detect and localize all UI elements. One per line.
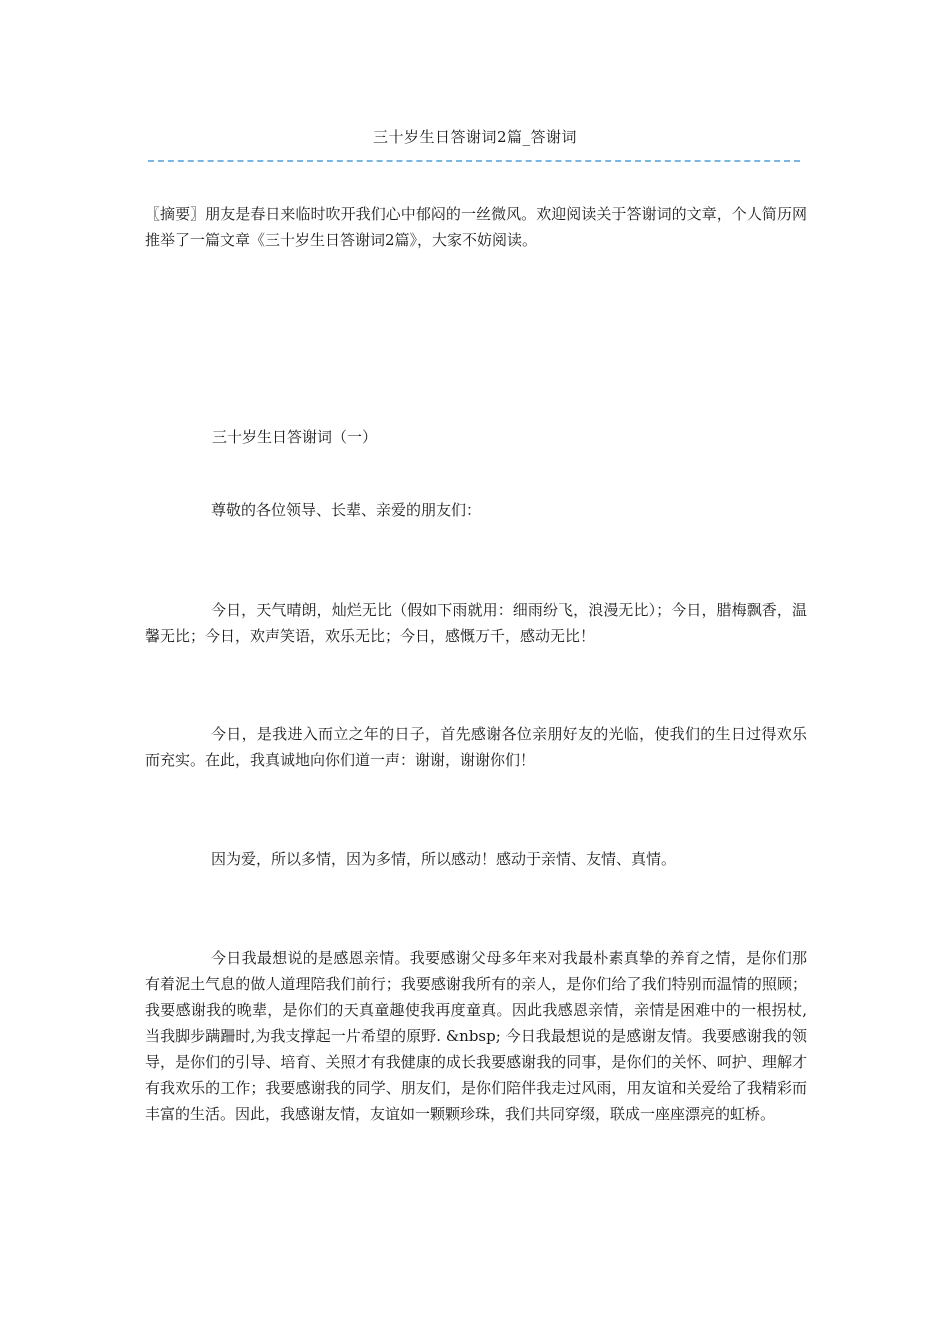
- title-dashed-rule: [148, 160, 800, 162]
- document-title: 三十岁生日答谢词2篇_答谢词: [372, 128, 578, 146]
- greeting-paragraph: 尊敬的各位领导、长辈、亲爱的朋友们：: [211, 501, 482, 519]
- section-title: 三十岁生日答谢词（一）: [212, 428, 378, 446]
- summary-paragraph: 〖摘要〗朋友是春日来临时吹开我们心中郁闷的一丝微风。欢迎阅读关于答谢词的文章，个人简历网推举了一篇文章《三十岁生日答谢词2篇》，大家不妨阅读。: [145, 205, 807, 249]
- body-paragraph: 今日，是我进入而立之年的日子，首先感谢各位亲朋好友的光临，使我们的生日过得欢乐而充实。在此，我真诚地向你们道一声：谢谢，谢谢你们！: [145, 725, 807, 769]
- body-paragraph: 今日，天气晴朗，灿烂无比（假如下雨就用：细雨纷飞，浪漫无比）；今日，腊梅飘香，温馨无比；今日，欢声笑语，欢乐无比；今日，感慨万千，感动无比！: [145, 601, 807, 645]
- body-paragraph: 因为爱，所以多情，因为多情，所以感动！感动于亲情、友情、真情。: [211, 850, 677, 868]
- body-paragraph: 今日我最想说的是感恩亲情。我要感谢父母多年来对我最朴素真挚的养育之情，是你们那有着泥土气息的做人道理陪我们前行；我要感谢我所有的亲人，是你们给了我们特别而温情的照顾；我要感谢我的晚辈，是你们的天真童趣使我再度童真。因此我感恩亲情，亲情是困难中的一根拐杖,当我脚步蹒跚时,为我支撑起一片希望的原野. &nbsp; 今日我最想说的是感谢友情。我要感谢我的领导，是你们的引导、培育、关照才有我健康的成长我要感谢我的同事，是你们的关怀、呵护、理解才有我欢乐的工作；我要感谢我的同学、朋友们，是你们陪伴我走过风雨，用友谊和关爱给了我精彩而丰富的生活。因此，我感谢友情，友谊如一颗颗珍珠，我们共同穿缀，联成一座座漂亮的虹桥。: [145, 949, 807, 1123]
